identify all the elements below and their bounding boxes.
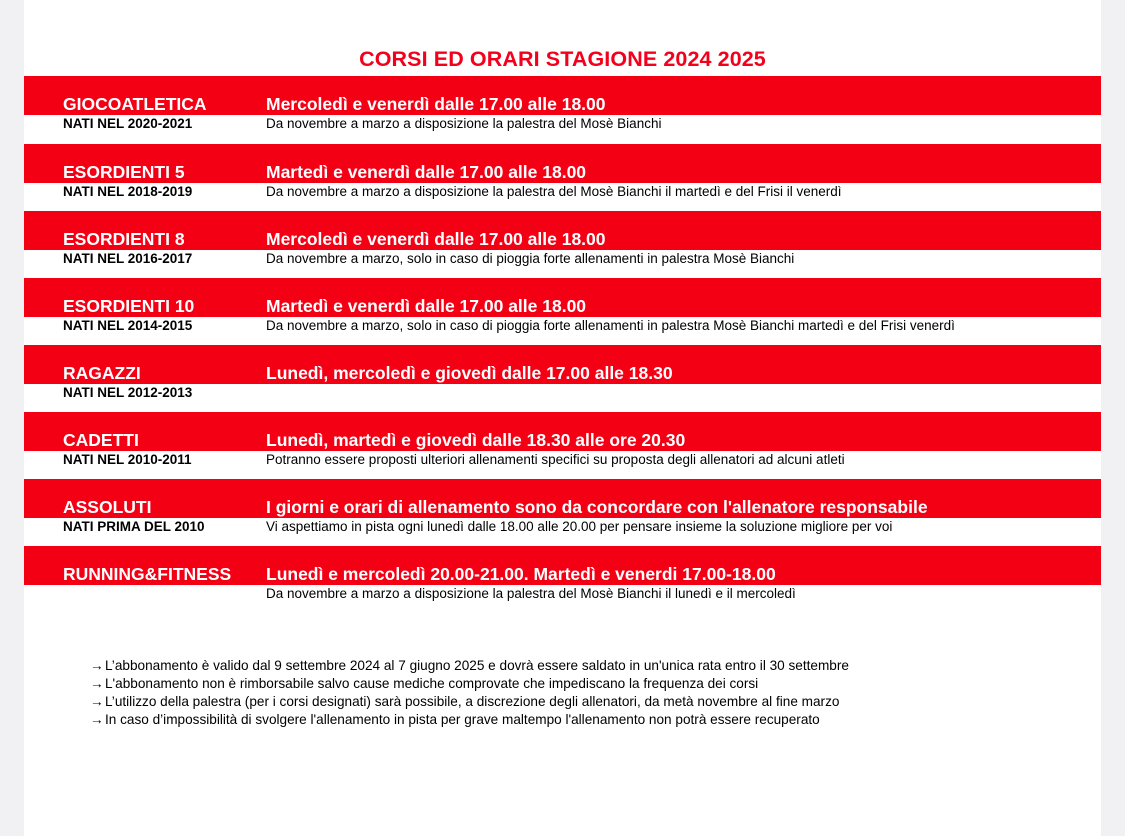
course-note: Da novembre a marzo a disposizione la palestra del Mosè Bianchi il lunedì e il mercoledì: [266, 586, 796, 601]
course-cadetti: [24, 412, 1101, 468]
course-birth-years: NATI NEL 2012-2013: [63, 385, 193, 400]
page-title: CORSI ED ORARI STAGIONE 2024 2025: [359, 47, 766, 71]
course-giocoatletica: [24, 76, 1101, 132]
course-esordienti-10: [24, 278, 1101, 334]
course-note: Da novembre a marzo a disposizione la palestra del Mosè Bianchi: [266, 116, 662, 131]
document-page: [24, 0, 1101, 836]
course-esordienti-8: [24, 211, 1101, 267]
rule-text: In caso d’impossibilità di svolgere l'allenamento in pista per grave maltempo l'allenamento non potrà essere recuperato: [105, 712, 820, 727]
course-esordienti-5: [24, 144, 1101, 200]
rule-item: [90, 657, 849, 675]
rule-item: [90, 675, 849, 693]
course-note: Vi aspettiamo in pista ogni lunedì dalle 18.00 alle 20.00 per pensare insieme la soluzione migliore per voi: [266, 519, 893, 534]
course-name: ASSOLUTI: [63, 497, 152, 517]
arrow-right-icon: →: [90, 694, 104, 709]
course-birth-years: NATI NEL 2020-2021: [63, 116, 193, 131]
course-birth-years: NATI NEL 2018-2019: [63, 184, 193, 199]
course-schedule: I giorni e orari di allenamento sono da concordare con l'allenatore responsabile: [266, 497, 928, 517]
course-name: ESORDIENTI 10: [63, 296, 195, 316]
course-name: RAGAZZI: [63, 363, 141, 383]
course-ragazzi: [24, 345, 1101, 401]
rule-text: L’utilizzo della palestra (per i corsi designati) sarà possibile, a discrezione degli allenatori, da metà novembre al fine marzo: [105, 694, 840, 709]
course-name: CADETTI: [63, 430, 139, 450]
course-running-fitness: [24, 546, 1101, 602]
course-note: Da novembre a marzo, solo in caso di pioggia forte allenamenti in palestra Mosè Bianchi: [266, 251, 795, 266]
course-name: GIOCOATLETICA: [63, 94, 207, 114]
rule-item: [90, 711, 849, 729]
course-schedule: Lunedì, mercoledì e giovedì dalle 17.00 alle 18.30: [266, 363, 673, 383]
arrow-right-icon: →: [90, 676, 104, 691]
course-note: Da novembre a marzo a disposizione la palestra del Mosè Bianchi il martedì e del Frisi il venerdì: [266, 184, 842, 199]
subscription-rules: [90, 657, 849, 729]
arrow-right-icon: →: [90, 712, 104, 727]
course-birth-years: NATI NEL 2014-2015: [63, 318, 193, 333]
course-birth-years: NATI NEL 2016-2017: [63, 251, 193, 266]
course-name: ESORDIENTI 5: [63, 162, 185, 182]
rule-text: L'abbonamento non è rimborsabile salvo cause mediche comprovate che impediscano la frequenza dei corsi: [105, 676, 759, 691]
course-schedule: Martedì e venerdì dalle 17.00 alle 18.00: [266, 296, 587, 316]
course-birth-years: NATI NEL 2010-2011: [63, 452, 192, 467]
course-schedule: Mercoledì e venerdì dalle 17.00 alle 18.00: [266, 229, 606, 249]
course-birth-years: NATI PRIMA DEL 2010: [63, 519, 205, 534]
rule-text: L’abbonamento è valido dal 9 settembre 2024 al 7 giugno 2025 e dovrà essere saldato in un'unica rata entro il 30 settembre: [105, 658, 849, 673]
course-schedule: Mercoledì e venerdì dalle 17.00 alle 18.00: [266, 94, 606, 114]
rule-item: [90, 693, 849, 711]
course-note: Potranno essere proposti ulteriori allenamenti specifici su proposta degli allenatori ad alcuni atleti: [266, 452, 845, 467]
course-note: Da novembre a marzo, solo in caso di pioggia forte allenamenti in palestra Mosè Bianchi martedì e del Frisi venerdì: [266, 318, 955, 333]
course-name: RUNNING&FITNESS: [63, 564, 232, 584]
course-schedule: Lunedì e mercoledì 20.00-21.00. Martedì e venerdi 17.00-18.00: [266, 564, 776, 584]
arrow-right-icon: →: [90, 658, 104, 673]
course-schedule: Lunedì, martedì e giovedì dalle 18.30 alle ore 20.30: [266, 430, 686, 450]
course-assoluti: [24, 479, 1101, 535]
course-schedule: Martedì e venerdì dalle 17.00 alle 18.00: [266, 162, 587, 182]
course-name: ESORDIENTI 8: [63, 229, 185, 249]
